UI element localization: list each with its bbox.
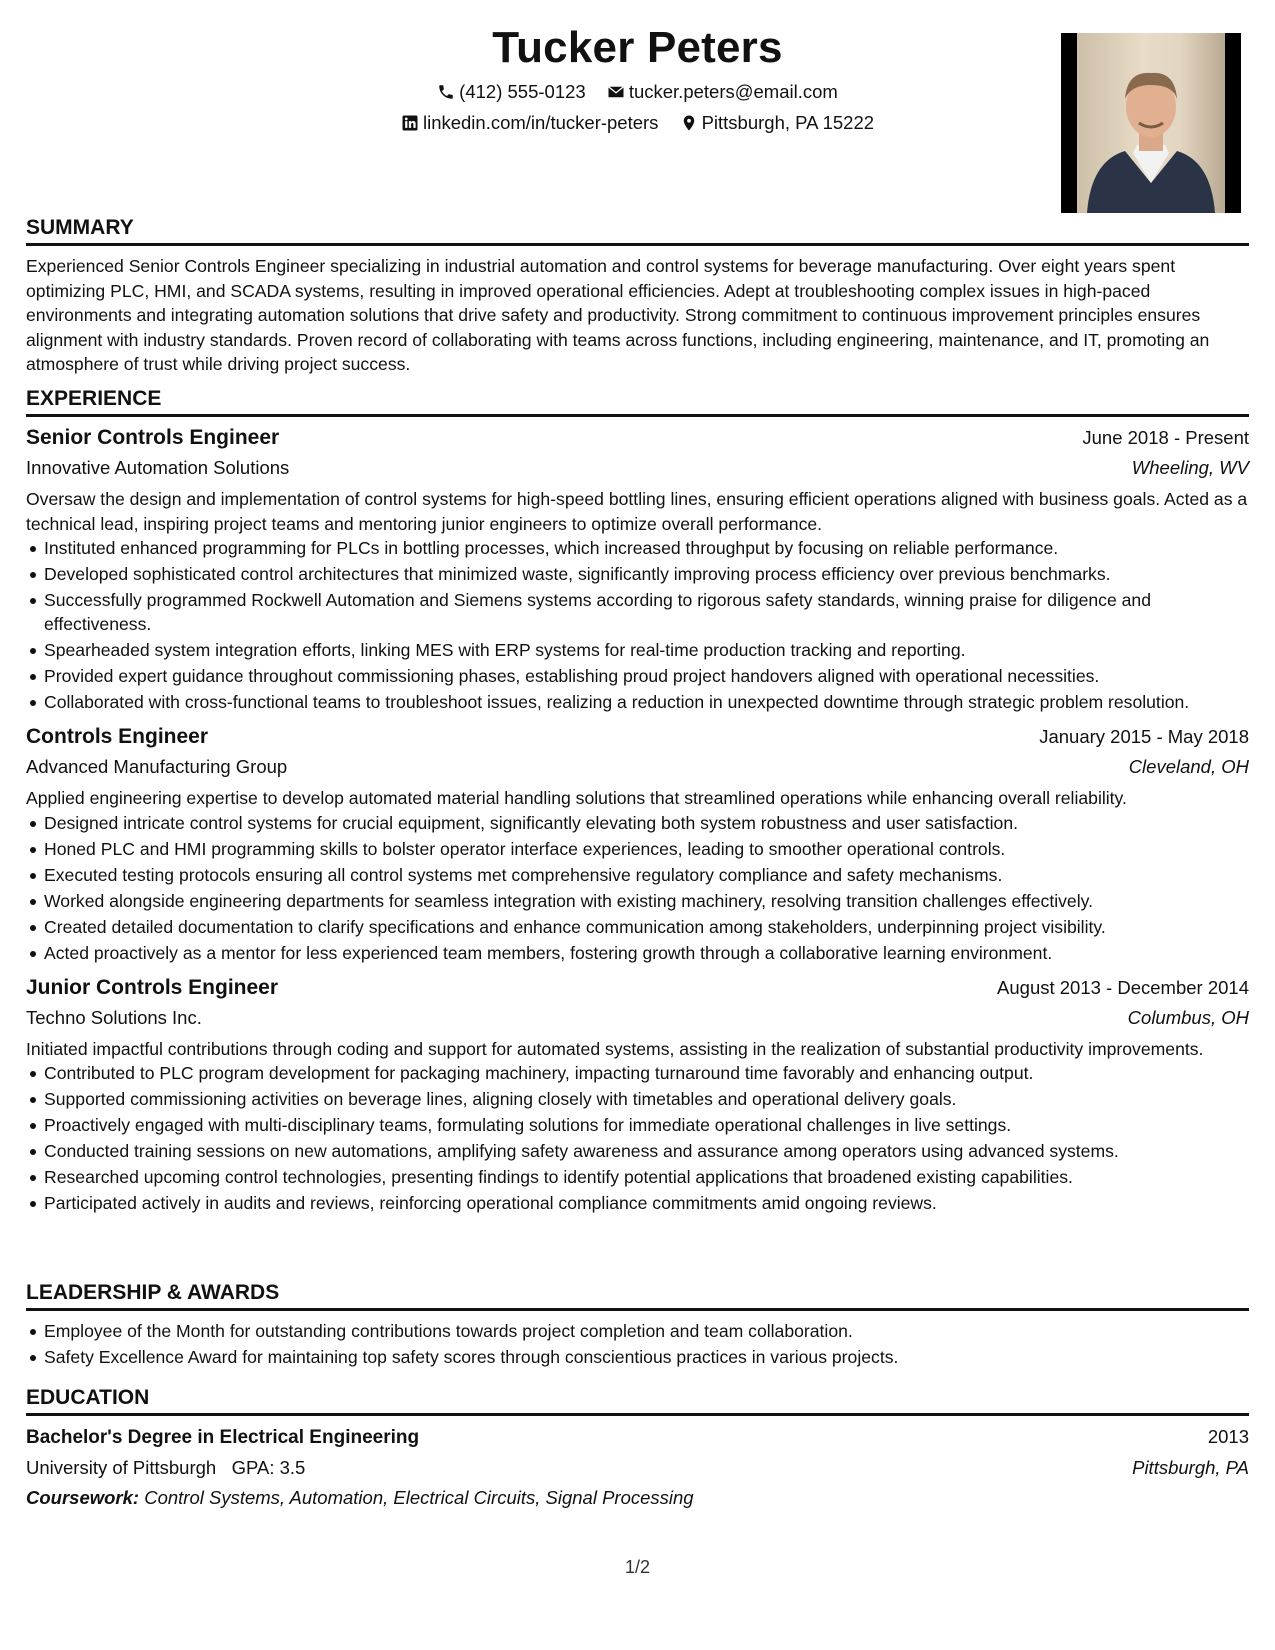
gpa: GPA: 3.5: [231, 1457, 306, 1478]
job-title: Senior Controls Engineer: [26, 426, 280, 449]
experience-section: [26, 386, 1249, 1217]
job-entry: [26, 973, 1249, 1216]
job-bullets: [26, 536, 1249, 714]
leadership-heading: LEADERSHIP & AWARDS: [26, 1280, 1249, 1311]
graduation-year: 2013: [1207, 1426, 1249, 1447]
degree-title: Bachelor's Degree in Electrical Engineering: [26, 1427, 420, 1448]
envelope-icon: [607, 83, 625, 101]
job-bullets: [26, 811, 1249, 965]
job-title: Junior Controls Engineer: [26, 975, 279, 999]
phone-contact: [437, 80, 586, 104]
school-line: [26, 1453, 305, 1483]
summary-heading: SUMMARY: [26, 215, 1249, 246]
profile-photo: [1061, 33, 1241, 213]
coursework-text: Control Systems, Automation, Electrical Circuits, Signal Processing: [144, 1487, 694, 1508]
job-entry: [26, 722, 1249, 965]
list-item: Conducted training sessions on new automations, amplifying safety awareness and assurance among operators using advanced systems.: [44, 1139, 1249, 1163]
candidate-name: Tucker Peters: [492, 23, 783, 72]
list-item: Successfully programmed Rockwell Automation and Siemens systems according to rigorous safety standards, winning praise for diligence and effectiveness.: [44, 588, 1249, 636]
list-item: Honed PLC and HMI programming skills to bolster operator interface experiences, leading to smoother operational controls.: [44, 837, 1249, 861]
job-title: Controls Engineer: [26, 725, 209, 749]
company-name: Techno Solutions Inc.: [26, 1006, 202, 1028]
education-heading: EDUCATION: [26, 1385, 1249, 1416]
job-description: Oversaw the design and implementation of control systems for high-speed bottling lines, ensuring efficient operations aligned with business goals. Acted as a technical lead, inspiring project teams and mentoring junior engineers to optimize overall performance.: [26, 489, 1248, 534]
summary-section: [26, 215, 1249, 377]
job-entry: [26, 423, 1249, 714]
summary-text: Experienced Senior Controls Engineer specializing in industrial automation and control systems for beverage manufacturing. Over eight years spent optimizing PLC, HMI, and SCADA systems, resulting in improved operational efficiencies. Adept at troubleshooting complex issues in high-paced environments and integrating automation solutions that drive safety and productivity. Strong commitment to continuous improvement principles ensures alignment with industry standards. Proven record of collaborating with teams across functions, including engineering, maintenance, and IT, promoting an atmosphere of trust while driving project success.: [26, 256, 1210, 375]
job-bullets: [26, 1061, 1249, 1215]
job-location: Cleveland, OH: [1128, 756, 1249, 778]
leadership-section: [26, 1280, 1249, 1371]
list-item: Executed testing protocols ensuring all control systems met comprehensive regulatory compliance and safety mechanisms.: [44, 863, 1249, 887]
linkedin-icon: [401, 114, 419, 132]
linkedin-contact[interactable]: [401, 111, 658, 135]
list-item: Collaborated with cross-functional teams to troubleshoot issues, realizing a reduction in unexpected downtime through strategic problem resolution.: [44, 690, 1249, 714]
job-location: Columbus, OH: [1127, 1006, 1249, 1028]
location-text: Pittsburgh, PA 15222: [701, 112, 875, 133]
linkedin-text[interactable]: linkedin.com/in/tucker-peters: [422, 112, 659, 133]
list-item: Contributed to PLC program development for packaging machinery, impacting turnaround time favorably and enhancing output.: [44, 1061, 1249, 1085]
page-number: 1/2: [624, 1557, 651, 1577]
list-item: Employee of the Month for outstanding contributions towards project completion and team collaboration.: [44, 1319, 1249, 1343]
list-item: Participated actively in audits and reviews, reinforcing operational compliance commitments amid ongoing reviews.: [44, 1191, 1249, 1215]
coursework-label: Coursework:: [26, 1487, 140, 1508]
location-contact: [680, 111, 874, 135]
list-item: Safety Excellence Award for maintaining top safety scores through conscientious practices in various projects.: [44, 1345, 1249, 1369]
email-contact[interactable]: [607, 80, 838, 104]
phone-text: (412) 555-0123: [459, 81, 586, 102]
school-name: University of Pittsburgh: [26, 1457, 217, 1478]
map-pin-icon: [680, 114, 698, 132]
job-location: Wheeling, WV: [1131, 457, 1249, 478]
resume-header: [26, 0, 1249, 212]
list-item: Researched upcoming control technologies, presenting findings to identify potential applications that broadened existing capabilities.: [44, 1165, 1249, 1189]
coursework-line: [26, 1483, 1249, 1513]
list-item: Instituted enhanced programming for PLCs in bottling processes, which increased throughput by focusing on reliable performance.: [44, 536, 1249, 560]
list-item: Worked alongside engineering departments for seamless integration with existing machinery, resolving transition challenges effectively.: [44, 889, 1249, 913]
email-text[interactable]: tucker.peters@email.com: [628, 81, 838, 102]
phone-icon: [437, 83, 455, 101]
person-portrait-icon: [1077, 33, 1225, 213]
education-section: [26, 1385, 1249, 1513]
list-item: Acted proactively as a mentor for less experienced team members, fostering growth through a collaborative learning environment.: [44, 941, 1249, 965]
list-item: Supported commissioning activities on beverage lines, aligning closely with timetables and operational delivery goals.: [44, 1087, 1249, 1111]
list-item: Provided expert guidance throughout commissioning phases, establishing proud project handovers aligned with operational necessities.: [44, 664, 1249, 688]
resume-page: [26, 0, 1249, 1508]
photo-portrait: [1077, 33, 1225, 213]
awards-list: [26, 1319, 1249, 1369]
experience-heading: EXPERIENCE: [26, 386, 1249, 417]
list-item: Designed intricate control systems for crucial equipment, significantly elevating both system robustness and user satisfaction.: [44, 811, 1249, 835]
list-item: Created detailed documentation to clarify specifications and enhance communication among stakeholders, underpinning project visibility.: [44, 915, 1249, 939]
job-dates: January 2015 - May 2018: [1039, 726, 1249, 748]
job-dates: August 2013 - December 2014: [997, 976, 1249, 998]
school-location: Pittsburgh, PA: [1132, 1457, 1249, 1478]
company-name: Advanced Manufacturing Group: [26, 756, 288, 778]
job-description: Applied engineering expertise to develop automated material handling solutions that streamlined operations while enhancing overall reliability.: [26, 788, 1127, 809]
list-item: Developed sophisticated control architectures that minimized waste, significantly improving process efficiency over previous benchmarks.: [44, 562, 1249, 586]
job-description: Initiated impactful contributions through coding and support for automated systems, assisting in the realization of substantial productivity improvements.: [26, 1038, 1204, 1059]
list-item: Spearheaded system integration efforts, linking MES with ERP systems for real-time production tracking and reporting.: [44, 638, 1249, 662]
company-name: Innovative Automation Solutions: [26, 457, 290, 478]
job-dates: June 2018 - Present: [1082, 427, 1249, 448]
list-item: Proactively engaged with multi-disciplinary teams, formulating solutions for immediate operational challenges in live settings.: [44, 1113, 1249, 1137]
